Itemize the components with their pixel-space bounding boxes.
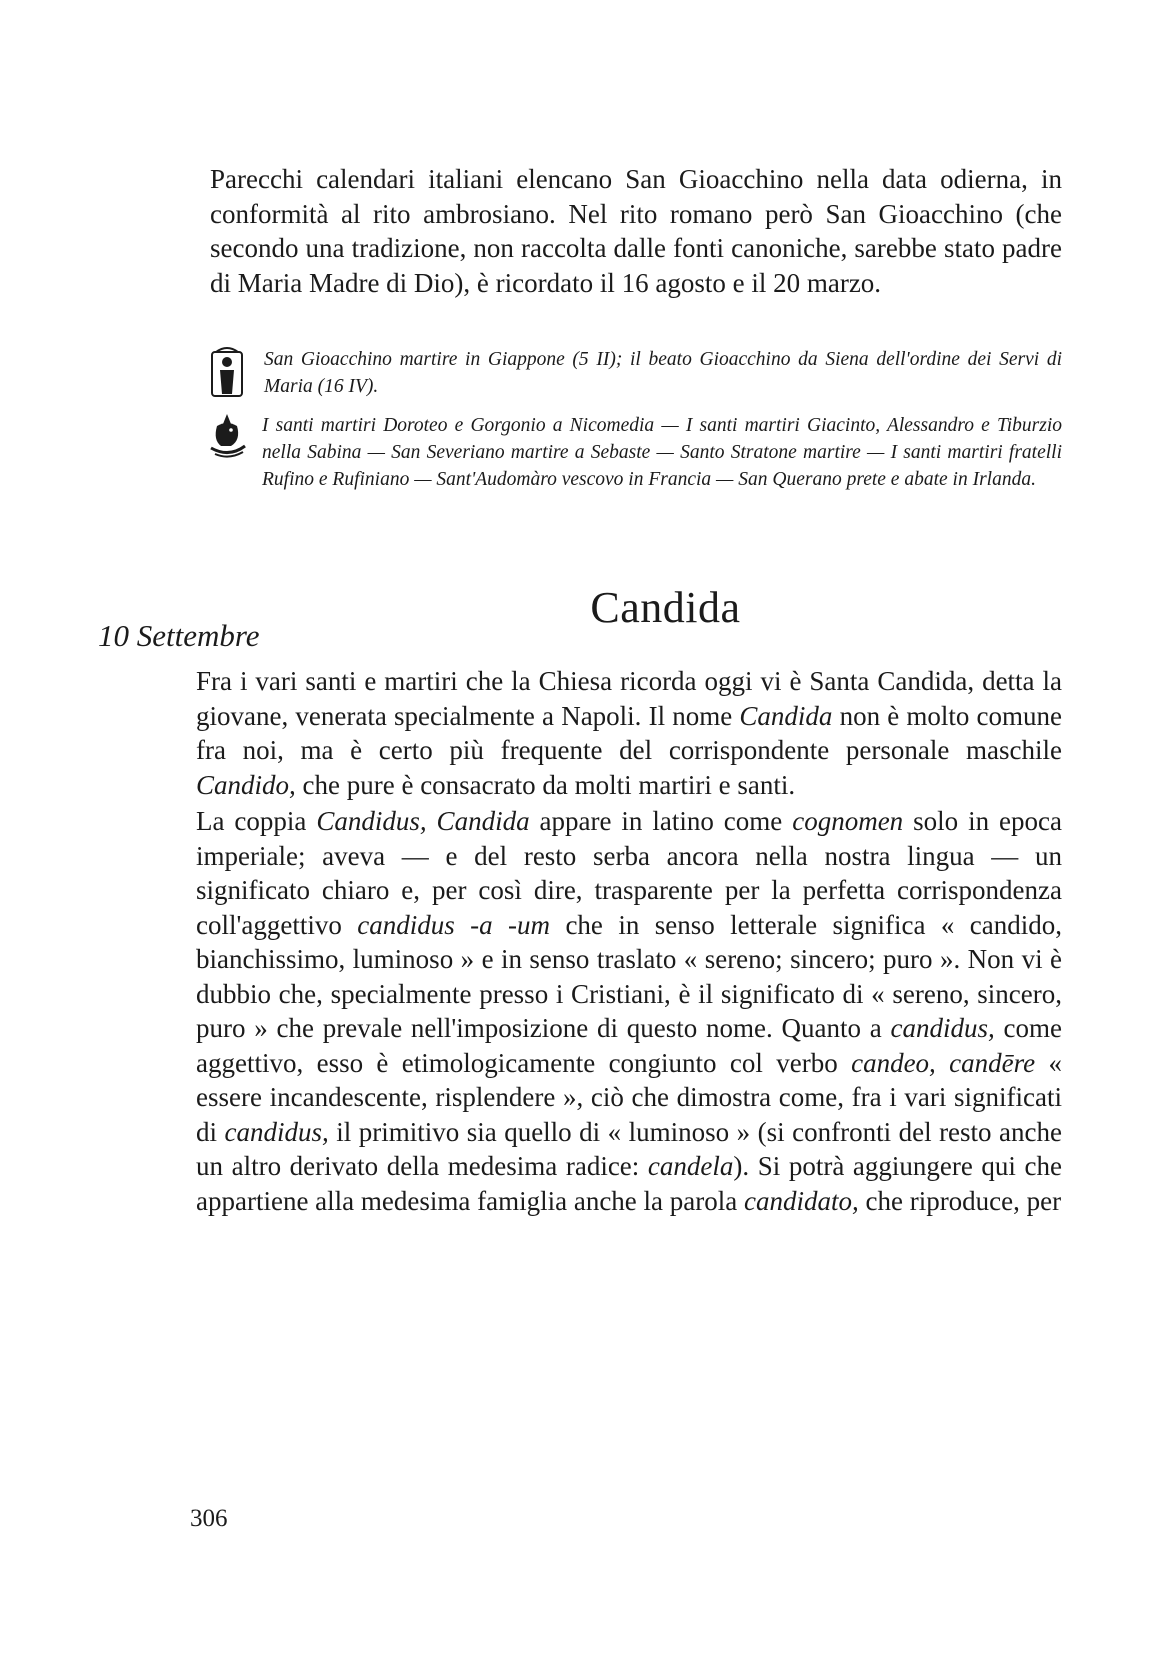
text-run: che in senso letterale significa « candido, bianchissimo, luminoso » e in senso traslato « sereno; sincero; puro ». Non vi è dubbio che, specialmente presso i Cristiani, è il significato di « sereno, sincero, puro » che prevale nell'imposizione di questo nome. Quanto a <box>196 909 1062 1043</box>
text-run: ). Si potrà aggiungere qui che appartiene alla medesima famiglia anche la parola <box>196 1151 1062 1216</box>
martyr-figure-icon <box>210 346 244 398</box>
saints-note-text: I santi martiri Doroteo e Gorgonio a Nicomedia — I santi martiri Giacinto, Alessandro e Tiburzio nella Sabina — San Severiano martire a Sebaste — Santo Stratone martire — I santi martiri fratelli Rufino e Rufiniano — Sant'Audomàro vescovo in Francia — San Querano prete e abate in Irlanda. <box>262 415 1062 490</box>
italic-term: candela <box>647 1151 734 1181</box>
text-run: che riproduce, per <box>858 1185 1062 1216</box>
italic-term: candeo, candēre <box>851 1047 1036 1078</box>
text-run: La coppia <box>196 806 317 836</box>
italic-term: Candidus, Candida <box>316 806 530 836</box>
text-run: « essere incandescente, risplendere », ciò che dimostra come, fra i vari significati di <box>196 1047 1062 1147</box>
intro-paragraph: Parecchi calendari italiani elencano San Gioacchino nella data odierna, in conformità al rito ambrosiano. Nel rito romano però San Gioacchino (che secondo una tradizione, non raccolta dalle fonti canoniche, sarebbe stato padre di Maria Madre di Dio), è ricordato il 16 agosto e il 20 marzo. <box>210 164 1062 298</box>
main-text <box>196 664 1062 1218</box>
text-run: come aggettivo, esso è etimologicamente congiunto col verbo <box>196 1013 1062 1078</box>
italic-term: candidus, <box>224 1116 329 1147</box>
text-run: solo in epoca imperiale; aveva — e del resto serba ancora nella nostra lingua — un significato chiaro e, per così dire, trasparente per la perfetta corrispondenza coll'aggettivo <box>196 806 1062 940</box>
saints-note <box>210 412 1062 493</box>
italic-term: candidus -a -um <box>357 909 551 940</box>
text-run: il primitivo sia quello di « luminoso » (si confronti del resto anche un altro derivato della medesima radice: <box>196 1116 1062 1181</box>
text-run: Fra i vari santi e martiri che la Chiesa ricorda oggi vi è Santa Candida, detta la giovane, venerata specialmente a Napoli. Il nome <box>196 666 1062 731</box>
italic-term: candidato, <box>743 1185 859 1216</box>
page-title: Candida <box>590 583 741 632</box>
paragraph-1 <box>196 664 1062 802</box>
italic-term: candidus, <box>890 1013 995 1043</box>
italic-term: cognomen <box>792 806 904 836</box>
page-number: 306 <box>190 1505 228 1532</box>
martyr-note: San Gioacchino martire in Giappone (5 II); il beato Gioacchino da Siena dell'ordine dei Servi di Maria (16 IV). <box>264 349 1062 397</box>
italic-term: Candido, <box>196 769 296 800</box>
text-run: che pure è consacrato da molti martiri e santi. <box>295 769 796 800</box>
paragraph-2 <box>196 804 1062 1218</box>
date-heading: 10 Settembre <box>98 618 260 653</box>
italic-term: Candida <box>739 700 833 731</box>
text-run: non è molto comune fra noi, ma è certo più frequente del corrispondente personale maschile <box>196 700 1062 765</box>
text-run: appare in latino come <box>529 806 793 836</box>
